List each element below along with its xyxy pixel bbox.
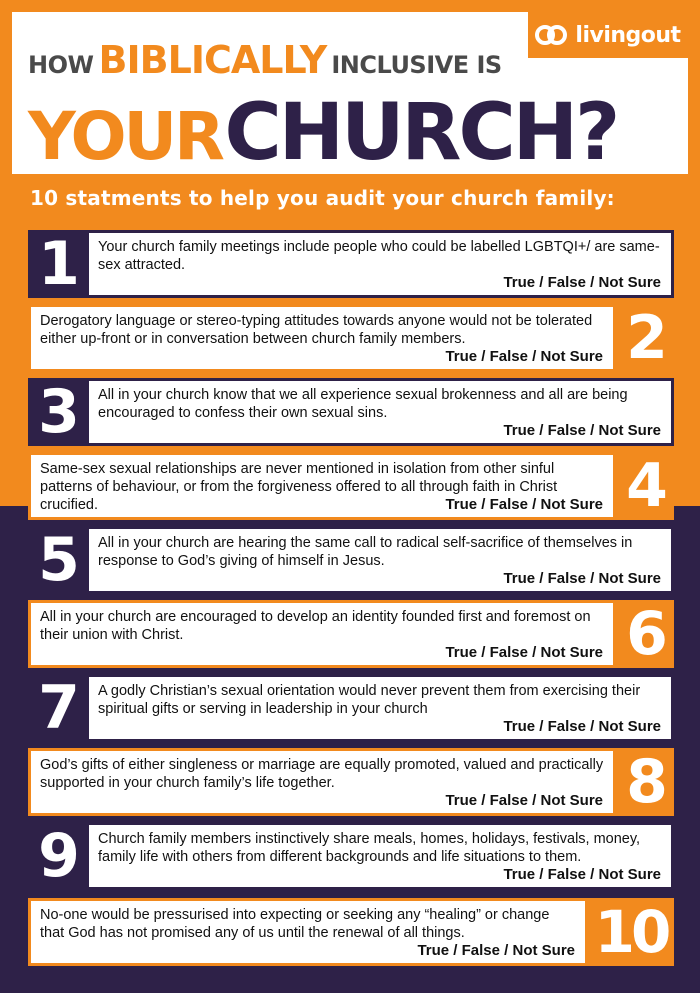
statement-card [31,751,613,813]
statement-number: 8 [626,747,664,817]
statement-card [89,677,671,739]
answer-options[interactable]: True / False / Not Sure [445,644,603,661]
logo-rings-icon [535,24,569,46]
statement-number: 9 [38,821,76,891]
statement-row-4 [28,452,674,520]
statement-row-5 [28,526,674,594]
statement-row-2 [28,304,674,372]
statement-text: Church family members instinctively share meals, homes, holidays, festivals, money, family life with others from different backgrounds and life situations to them. [98,831,641,865]
statement-text: Derogatory language or stereo-typing attitudes towards anyone would not be tolerated either up-front or in conversation between church family members. [40,313,593,347]
statement-row-8 [28,748,674,816]
statement-number: 6 [626,599,664,669]
statement-number: 2 [626,303,664,373]
statement-number: 3 [38,377,76,447]
statement-text: Same-sex sexual relationships are never mentioned in isolation from other sinful patterns of behaviour, or from the forgiveness offered to all through faith in Christ crucified. [40,461,558,513]
statement-text: All in your church are hearing the same call to radical self-sacrifice of themselves in response to God’s giving of himself in Jesus. [98,535,633,569]
statement-card [89,233,671,295]
statement-number: 4 [626,451,664,521]
answer-options[interactable]: True / False / Not Sure [417,942,575,959]
statement-text: God’s gifts of either singleness or marriage are equally promoted, valued and practically supported in your church family’s life together. [40,757,604,791]
statement-number: 5 [38,525,76,595]
statement-card [31,603,613,665]
answer-options[interactable]: True / False / Not Sure [445,348,603,365]
headline-church: CHURCH? [224,88,618,178]
answer-options[interactable]: True / False / Not Sure [445,792,603,809]
headline-your: YOUR [28,98,222,175]
statement-number: 7 [38,673,76,743]
statement-text: Your church family meetings include people who could be labelled LGBTQI+/ are same-sex attracted. [98,239,660,273]
header-panel [12,12,688,178]
answer-options[interactable]: True / False / Not Sure [503,570,661,587]
statement-text: A godly Christian’s sexual orientation would never prevent them from exercising their spiritual gifts or serving in leadership in your church [98,683,641,717]
headline-prefix: HOW [28,51,94,79]
statement-card [31,307,613,369]
headline-line-2 [28,88,617,178]
subtitle: 10 statments to help you audit your church family: [30,186,615,210]
statement-text: All in your church know that we all experience sexual brokenness and all are being encouraged to confess their own sexual sins. [98,387,628,421]
statement-text: No-one would be pressurised into expecting or seeking any “healing” or change that God has not promised any of us until the renewal of all things. [40,907,550,941]
logo-text: livingout [575,22,681,48]
answer-options[interactable]: True / False / Not Sure [503,422,661,439]
statement-row-9 [28,822,674,890]
statement-text: All in your church are encouraged to develop an identity founded first and foremost on their union with Christ. [40,609,591,643]
headline-line-1 [28,38,502,82]
headline-suffix: INCLUSIVE IS [331,51,502,79]
statement-row-7 [28,674,674,742]
statement-row-1 [28,230,674,298]
statement-number: 10 [594,898,668,966]
statement-card [31,901,585,963]
statement-card [89,381,671,443]
statement-row-10 [28,898,674,966]
answer-options[interactable]: True / False / Not Sure [503,866,661,883]
statement-row-6 [28,600,674,668]
statement-row-3 [28,378,674,446]
answer-options[interactable]: True / False / Not Sure [445,496,603,513]
statement-card [89,529,671,591]
statement-number: 1 [38,229,76,299]
answer-options[interactable]: True / False / Not Sure [503,718,661,735]
statement-card [89,825,671,887]
livingout-logo[interactable] [528,12,688,58]
answer-options[interactable]: True / False / Not Sure [503,274,661,291]
statement-card [31,455,613,517]
headline-emphasis: BIBLICALLY [98,38,327,82]
